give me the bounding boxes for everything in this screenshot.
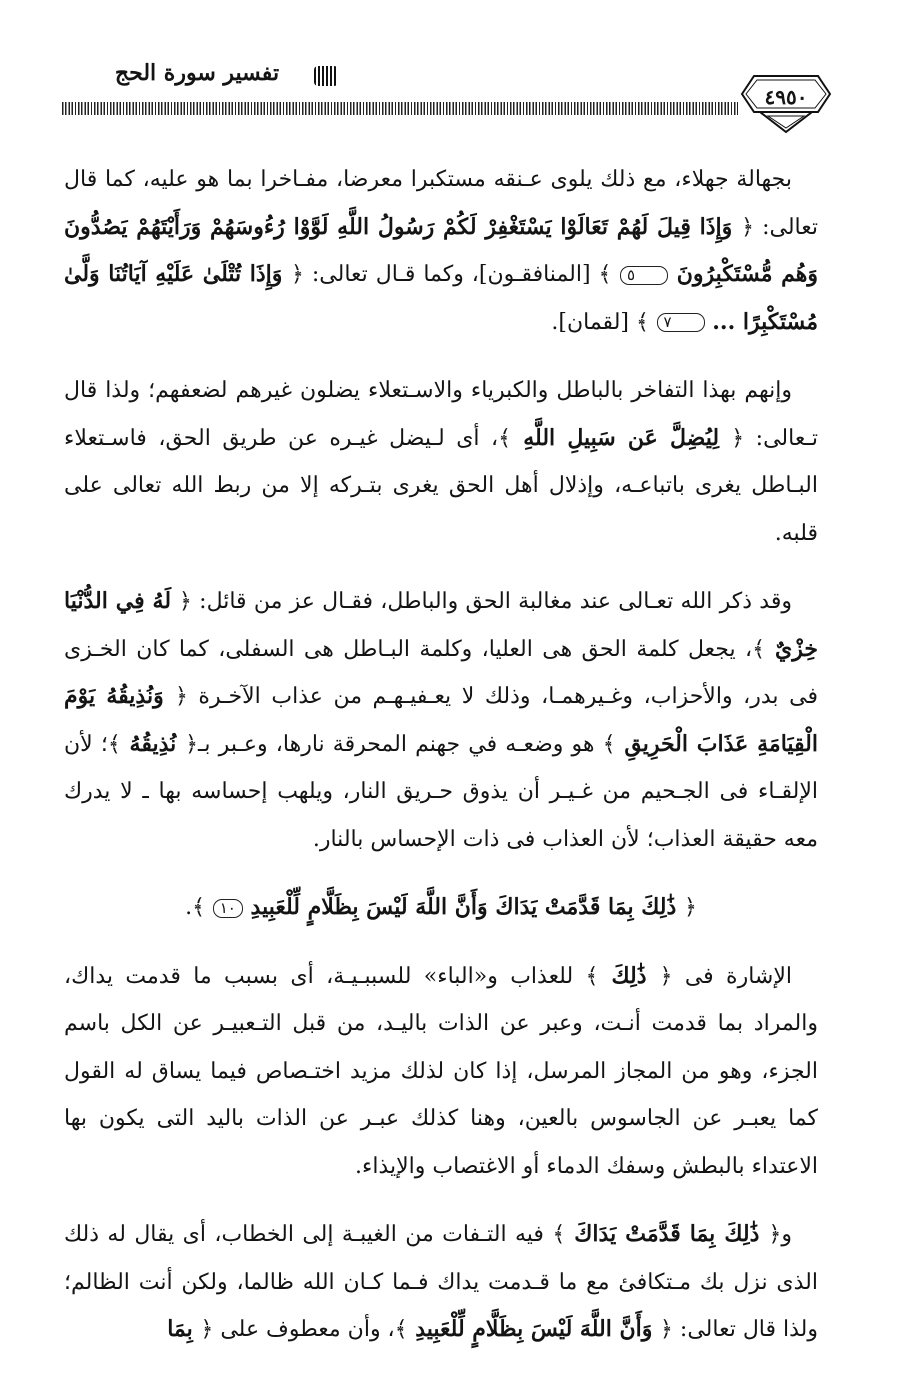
verse-quote: ﴿ لَهُ فِي الدُّنْيَا خِزْيٌ ﴾ (64, 588, 818, 662)
text: للعذاب و«الباء» للسببـيـة، أى بسبب ما قدمت يداك، والمراد بما قدمت أنـت، وعبر عن الذات باليـد، من قبل التـعبيـر عن الكل باسم الجزء، وهو من المجاز المرسل، إذا كان لذلك مزيد اختـصاص فيما يساق له القول كما يعبـر عن الجاسوس بالعين، وهنا كذلك عبـر عن الذات باليد التى يكون بها الاعتداء بالبطش وسفك الدماء أو الاغتصاب والإيذاء. (64, 963, 818, 1179)
verse-quote: ﴿ وَنُذِيقُهُ يَوْمَ الْقِيَامَةِ عَذَابَ الْحَرِيقِ ﴾ (64, 683, 818, 757)
verse-quote: ﴿ لِيُضِلَّ عَن سَبِيلِ اللَّهِ ﴾ (498, 424, 745, 451)
text: [لقمان]. (551, 309, 636, 335)
page-header (0, 0, 909, 150)
text: وإنهم بهذا التفاخر بالباطل والكبرياء والاسـتعلاء يضلون غيرهم لضعفهم؛ ولذا قال تـعالى: (64, 378, 818, 451)
ayah-number: ٥ (620, 266, 668, 285)
paragraph (64, 578, 818, 863)
page-number-badge (738, 72, 834, 136)
text: ، وأن معطوف على (213, 1317, 395, 1342)
paragraph (64, 156, 818, 346)
text: الإشارة فى (672, 963, 792, 989)
text: وقد ذكر الله تعـالى عند مغالبة الحق والباطل، فقـال عز من قائل: (191, 589, 792, 614)
page-body (64, 156, 818, 1375)
verse-quote: ﴿ وَإِذَا تُتْلَىٰ عَلَيْهِ آيَاتُنَا وَلَّىٰ مُسْتَكْبِرًا ... ٧ ﴾ (64, 261, 818, 335)
text: [المنافقـون]، وكما قـال تعالى: (303, 262, 599, 287)
verse-quote: ﴿ نُذِيقُهُ ﴾ (107, 730, 198, 757)
text: هو وضعـه في جهنم المحرقة نارها، وعـبر بـ (197, 731, 603, 757)
running-title: تفسير سورة الحج (114, 60, 280, 86)
text: ؛ لأن الإلقـاء فى الجـحيم من غـيـر أن يذوق حـريق النار، ويلهب إحساسه بها ـ لا يدرك معه حقيقة العذاب؛ لأن العذاب فى ذات الإحساس بالنار. (64, 731, 818, 852)
verse-quote: ﴿ وَأَنَّ اللَّهَ لَيْسَ بِظَلَّامٍ لِّلْعَبِيدِ ﴾ (394, 1316, 673, 1342)
verse-quote: ﴿ وَإِذَا قِيلَ لَهُمْ تَعَالَوْا يَسْتَغْفِرْ لَكُمْ رَسُولُ اللَّهِ لَوَّوْا رُءُوسَهُمْ وَرَأَيْتَهُمْ يَصُدُّونَ وَهُم مُّسْتَكْبِرُونَ ٥ ﴾ (64, 213, 818, 287)
verse-quote: ﴿ ذَٰلِكَ بِمَا قَدَّمَتْ يَدَاكَ ﴾ (552, 1221, 782, 1247)
verse-line (64, 884, 818, 932)
verse-quote: ﴿ ذَٰلِكَ بِمَا قَدَّمَتْ يَدَاكَ وَأَنَّ اللَّهَ لَيْسَ بِظَلَّامٍ لِّلْعَبِيدِ ١٠ ﴾ (192, 894, 697, 920)
header-ornament (314, 66, 338, 86)
text: ، أى لـيضل غيـره عن طريق الحق، فاسـتعلاء البـاطل يغرى باتباعـه، وإذلال أهل الحق يغرى بتـركه إلا من ربط الله تعالى على قلبه. (64, 425, 818, 546)
text: . (185, 895, 193, 920)
paragraph (64, 953, 818, 1191)
ayah-number: ٧ (657, 313, 705, 332)
text: فيه التـفات من الغيبـة إلى الخطاب، أى يقال له ذلك الذى نزل بك مـتكافئ مع ما قـدمت يداك فـما كـان الله ظالما، ولكن أنت الظالم؛ ولذا قال تعالى: (64, 1222, 818, 1342)
verse-quote: ﴿ بِمَا (167, 1316, 214, 1342)
page-number: ٤٩٥٠ (764, 85, 808, 109)
text: و (781, 1222, 792, 1247)
paragraph (64, 367, 818, 557)
paragraph (64, 1211, 818, 1354)
header-rule (62, 102, 738, 115)
text: ، يجعل كلمة الحق هى العليا، وكلمة البـاطل هى السفلى، كما كان الخـزى فى بدر، والأحزاب، وغـيرهمـا، وذلك لا يعـفيـهـم من عذاب الآخـرة (64, 636, 818, 709)
ayah-number: ١٠ (213, 899, 243, 918)
verse-quote: ﴿ ذَٰلِكَ ﴾ (585, 962, 673, 989)
text: بجهالة جهلاء، مع ذلك يلوى عـنقه مستكبرا معرضا، مفـاخرا بما هو عليه، كما قال تعالى: (64, 167, 818, 240)
